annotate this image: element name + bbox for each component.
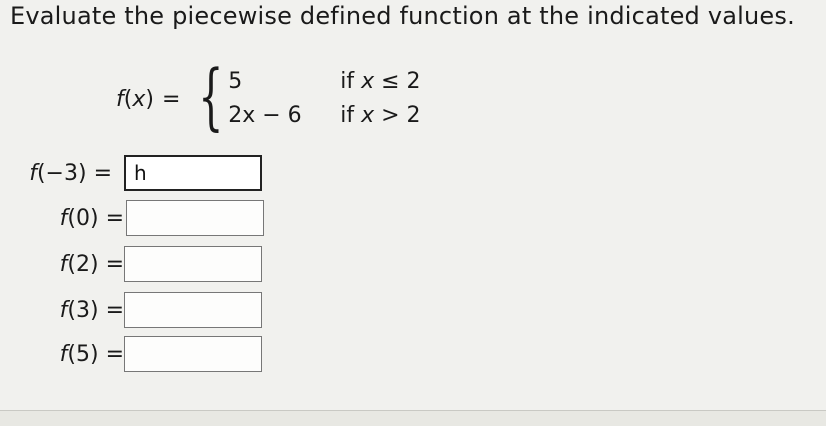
case-2-condition [338,101,420,131]
case-1-var: x [361,69,375,94]
case-2-inequality: > 2 [381,103,421,128]
answer-input[interactable] [124,292,262,328]
question-row [16,155,262,191]
answer-input[interactable] [124,336,262,372]
question-row [28,336,262,372]
case-1-if: if [340,69,355,94]
piecewise-function [116,54,421,138]
case-2-expression: 2x − 6 [228,103,302,128]
question-label: f(3) = [59,297,124,323]
question-label: f(2) = [59,251,124,277]
footer-strip [0,411,826,426]
question-label: f(−3) = [29,160,112,186]
equals-sign: = [161,86,181,112]
function-symbol: f [116,86,124,112]
answer-input[interactable] [124,246,262,282]
case-1-inequality: ≤ 2 [381,69,421,94]
case-2-var: x [361,103,375,128]
case-1-expression: 5 [228,69,243,94]
question-label: f(0) = [59,205,124,231]
cases-grid [228,67,420,131]
left-brace: { [198,54,224,138]
function-name: f ( x ) = [116,86,181,112]
case-1-condition [338,67,420,97]
answer-input[interactable] [126,200,264,236]
question-row [28,246,262,282]
function-variable: x [132,86,146,112]
answer-input[interactable] [124,155,262,191]
question-row [28,292,262,328]
question-label: f(5) = [59,341,124,367]
case-2-if: if [340,103,355,128]
prompt-text: Evaluate the piecewise defined function at the indicated values. [10,2,795,30]
question-row [28,200,264,236]
